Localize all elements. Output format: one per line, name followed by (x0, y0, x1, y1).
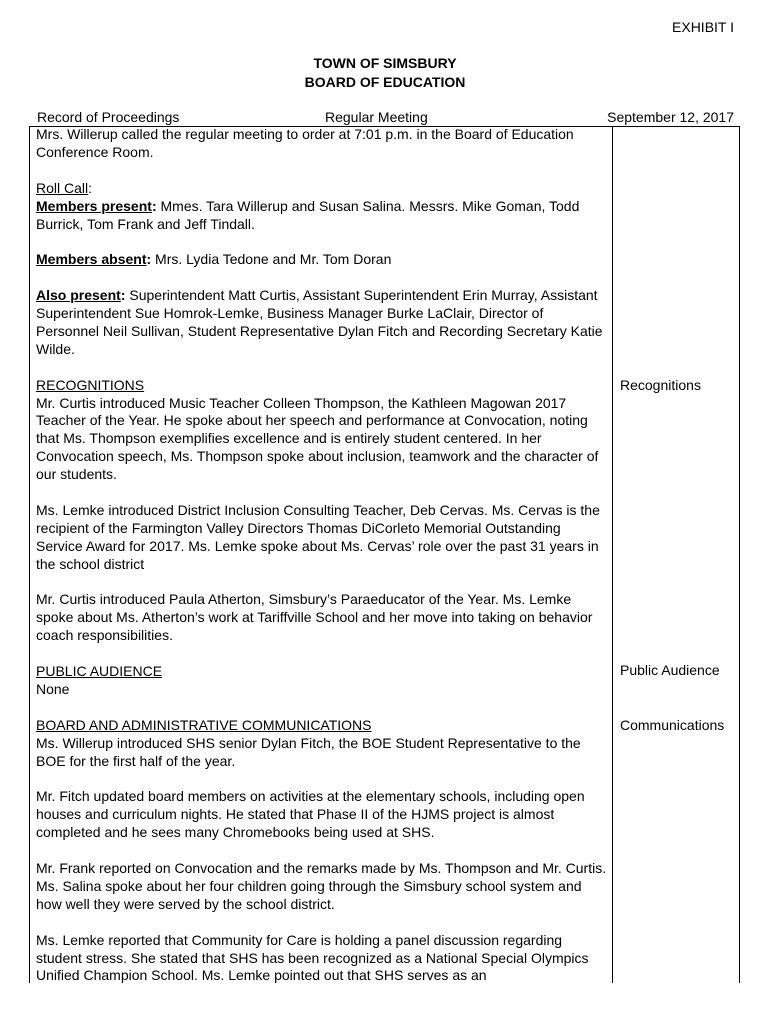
recognitions-heading: RECOGNITIONS (36, 376, 145, 393)
also-present-paragraph: Also present: Superintendent Matt Curtis, Assistant Superintendent Erin Murray, Assistant Superintendent Sue Homrok-Lemke, Business Manager Burke LaClair, Director of Personnel Neil Sullivan, Student Representative Dylan Fitch and Recording Secretary Katie Wilde. (36, 287, 603, 357)
margin-note-communications: Communications (620, 717, 725, 733)
org-name: TOWN OF SIMSBURY (313, 55, 457, 71)
members-absent-label: Members absent (36, 251, 147, 268)
members-absent-text: Mrs. Lydia Tedone and Mr. Tom Doran (155, 251, 392, 268)
margin-note-public-audience: Public Audience (620, 662, 720, 678)
public-audience-text: None (36, 680, 70, 697)
recognitions-paragraph-2: Ms. Lemke introduced District Inclusion Consulting Teacher, Deb Cervas. Ms. Cervas is the recipient of the Farmington Valley Directors Thomas DiCorleto Memorial Outstanding Service Award for 2017. Ms. Lemke spoke about Ms. Cervas’ role over the past 31 years in the school district (36, 501, 600, 572)
margin-note-recognitions: Recognitions (620, 377, 701, 393)
also-present-label: Also present (36, 287, 121, 304)
record-label: Record of Proceedings (37, 109, 180, 125)
minutes-body (36, 126, 608, 983)
meeting-type: Regular Meeting (325, 109, 428, 125)
communications-paragraph-3: Mr. Frank reported on Convocation and the remarks made by Ms. Thompson and Mr. Curtis. Ms. Salina spoke about her four children going through the Simsbury school system and how well they were served by the school district. (36, 860, 607, 912)
members-absent-paragraph: Members absent: Mrs. Lydia Tedone and Mr. Tom Doran (36, 251, 392, 268)
board-name: BOARD OF EDUCATION (304, 74, 466, 90)
communications-paragraph-1 (36, 717, 608, 771)
meeting-date: September 12, 2017 (607, 109, 734, 125)
column-divider (612, 126, 613, 983)
communications-paragraph-2: Mr. Fitch updated board members on activities at the elementary schools, including open houses and curriculum nights. He stated that Phase II of the HJMS project is almost completed and he sees many Chromebooks being used at SHS. (36, 788, 585, 841)
recognitions-paragraph-3: Mr. Curtis introduced Paula Atherton, Simsbury’s Paraeducator of the Year. Ms. Lemke spoke about Ms. Atherton’s work at Tariffville School and her move into taking on behavior coach responsibilities. (36, 591, 593, 644)
communications-paragraph-4: Ms. Lemke reported that Community for Care is holding a panel discussion regarding student stress. She stated that SHS has been recognized as a National Special Olympics Unified Champion School. Ms. Lemke pointed out that SHS serves as an (36, 931, 589, 983)
communications-text-1: Ms. Willerup introduced SHS senior Dylan Fitch, the BOE Student Representative to the BOE for the first half of the year. (36, 734, 581, 769)
opening-paragraph: Mrs. Willerup called the regular meeting to order at 7:01 p.m. in the Board of Education Conference Room. (36, 126, 574, 160)
recognitions-paragraph-1 (36, 377, 608, 484)
communications-heading: BOARD AND ADMINISTRATIVE COMMUNICATIONS (36, 716, 372, 733)
public-audience-heading: PUBLIC AUDIENCE (36, 663, 163, 680)
roll-call-colon: : (88, 179, 93, 196)
members-present-text: Mmes. Tara Willerup and Susan Salina. Messrs. Mike Goman, Todd Burrick, Tom Frank and Jeff Tindall. (36, 197, 580, 232)
also-present-text: Superintendent Matt Curtis, Assistant Superintendent Erin Murray, Assistant Superintendent Sue Homrok-Lemke, Business Manager Burke LaClair, Director of Personnel Neil Sullivan, Student Representative Dylan Fitch and Recording Secretary Katie Wilde. (36, 287, 603, 357)
exhibit-label: EXHIBIT I (672, 19, 734, 35)
roll-call-heading: Roll Call (36, 179, 89, 196)
public-audience-paragraph (36, 663, 608, 699)
attendance-section: Roll Call: Members present: Mmes. Tara Willerup and Susan Salina. Messrs. Mike Goman, Todd Burrick, Tom Frank and Jeff Tindall. (36, 179, 580, 232)
recognitions-text-1: Mr. Curtis introduced Music Teacher Colleen Thompson, the Kathleen Magowan 2017 Teacher of the Year. He spoke about her speech and performance at Convocation, noting that Ms. Thompson exemplifies excellence and is entirely student centered. In her Convocation speech, Ms. Thompson spoke about inclusion, teamwork and the character of our students. (36, 394, 599, 483)
members-present-label: Members present (36, 197, 152, 214)
